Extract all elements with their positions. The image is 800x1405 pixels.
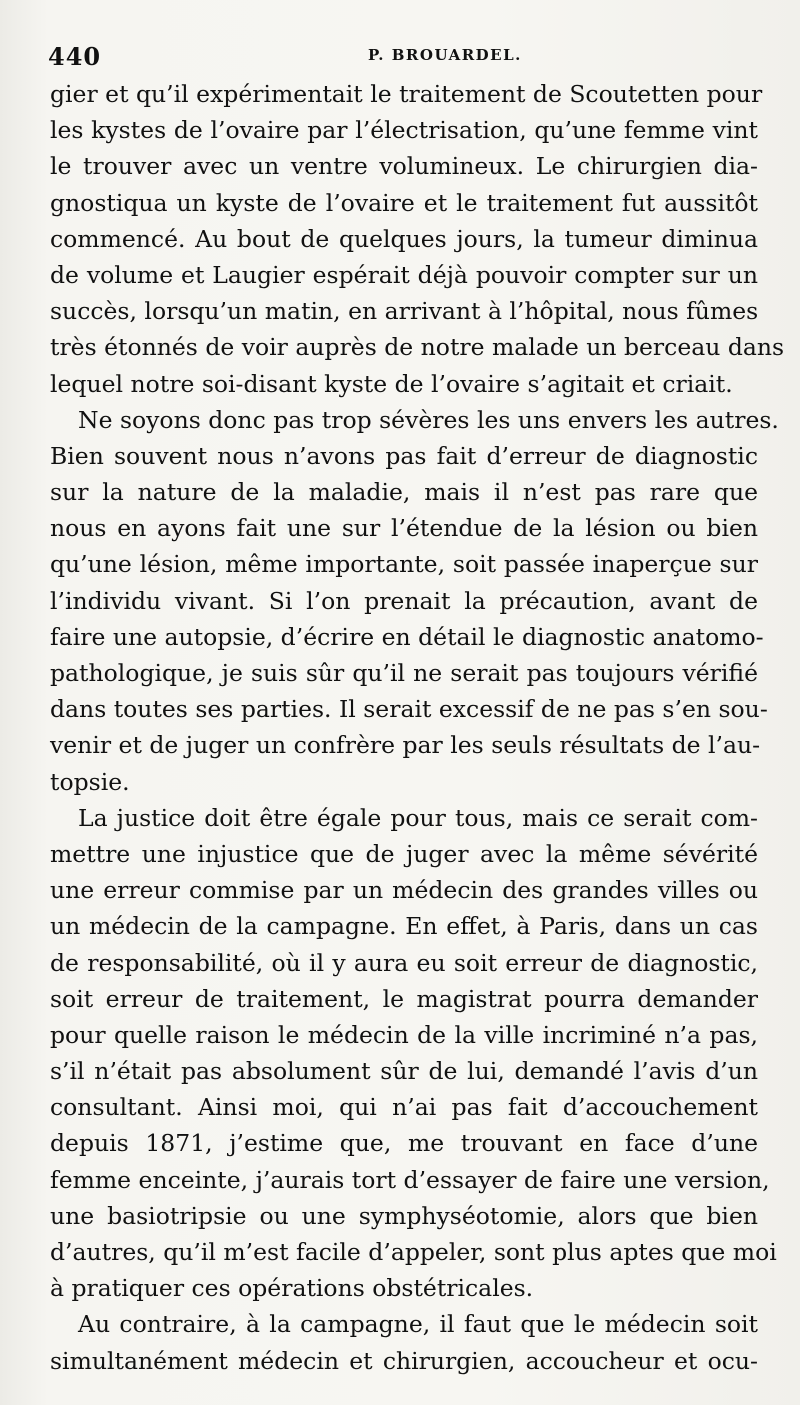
text-line: très étonnés de voir auprès de notre malade un berceau dans xyxy=(50,333,785,362)
text-line: femme enceinte, j’aurais tort d’essayer de faire une version, xyxy=(50,1165,770,1194)
text-line: commencé. Au bout de quelques jours, la tumeur diminua xyxy=(50,224,758,253)
text-line: simultanément médecin et chirurgien, accoucheur et ocu- xyxy=(50,1346,758,1375)
text-line: pour quelle raison le médecin de la ville incriminé n’a pas, xyxy=(50,1020,758,1049)
text-line: nous en ayons fait une sur l’étendue de la lésion ou bien xyxy=(50,514,758,543)
text-line: consultant. Ainsi moi, qui n’ai pas fait d’accouchement xyxy=(50,1093,758,1122)
text-line: La justice doit être égale pour tous, mais ce serait com- xyxy=(78,803,758,832)
running-head: P. BROUARDEL. xyxy=(368,46,522,64)
text-line: de responsabilité, où il y aura eu soit erreur de diagnostic, xyxy=(50,948,758,977)
paragraph-1 xyxy=(50,76,785,402)
text-line: de volume et Laugier espérait déjà pouvoir compter sur un xyxy=(50,260,758,289)
text-line: Au contraire, à la campagne, il faut que le médecin soit xyxy=(78,1310,758,1339)
text-line: pathologique, je suis sûr qu’il ne serait pas toujours vérifié xyxy=(50,659,758,687)
text-line: faire une autopsie, d’écrire en détail le diagnostic anatomo- xyxy=(50,622,764,651)
text-line: sur la nature de la maladie, mais il n’est pas rare que xyxy=(50,478,758,507)
text-line: d’autres, qu’il m’est facile d’appeler, sont plus aptes que moi xyxy=(50,1238,777,1266)
text-line: les kystes de l’ovaire par l’électrisation, qu’une femme vint xyxy=(50,116,758,145)
text-line: une basiotripsie ou une symphyséotomie, alors que bien xyxy=(50,1201,758,1230)
text-line: gier et qu’il expérimentait le traitement de Scoutetten pour xyxy=(50,80,763,108)
text-line: dans toutes ses parties. Il serait excessif de ne pas s’en sou- xyxy=(50,695,768,724)
text-line: topsie. xyxy=(50,767,130,796)
text-line: lequel notre soi-disant kyste de l’ovaire s’agitait et criait. xyxy=(50,369,733,398)
paragraph-2 xyxy=(50,402,779,800)
text-line: succès, lorsqu’un matin, en arrivant à l’hôpital, nous fûmes xyxy=(50,297,759,326)
text-line: un médecin de la campagne. En effet, à Paris, dans un cas xyxy=(50,912,758,941)
text-line: gnostiqua un kyste de l’ovaire et le traitement fut aussitôt xyxy=(50,188,758,217)
text-line: Bien souvent nous n’avons pas fait d’erreur de diagnostic xyxy=(50,441,758,470)
text-line: s’il n’était pas absolument sûr de lui, demandé l’avis d’un xyxy=(50,1057,758,1086)
text-line: soit erreur de traitement, le magistrat pourra demander xyxy=(50,984,758,1013)
body-text xyxy=(50,76,785,1379)
text-line: Ne soyons donc pas trop sévères les uns envers les autres. xyxy=(78,405,779,434)
text-line: le trouver avec un ventre volumineux. Le chirurgien dia- xyxy=(50,152,758,181)
page-number: 440 xyxy=(48,42,102,71)
page-header xyxy=(48,40,760,74)
text-line: l’individu vivant. Si l’on prenait la précaution, avant de xyxy=(50,586,758,615)
text-line: depuis 1871, j’estime que, me trouvant en face d’une xyxy=(50,1129,758,1158)
text-line: qu’une lésion, même importante, soit passée inaperçue sur xyxy=(50,550,758,579)
text-line: mettre une injustice que de juger avec la même sévérité xyxy=(50,839,758,868)
text-line: une erreur commise par un médecin des grandes villes ou xyxy=(50,876,758,905)
text-line: à pratiquer ces opérations obstétricales. xyxy=(50,1274,534,1303)
paragraph-4 xyxy=(50,1306,758,1378)
text-line: venir et de juger un confrère par les seuls résultats de l’au- xyxy=(50,731,761,760)
paragraph-3 xyxy=(50,800,777,1307)
